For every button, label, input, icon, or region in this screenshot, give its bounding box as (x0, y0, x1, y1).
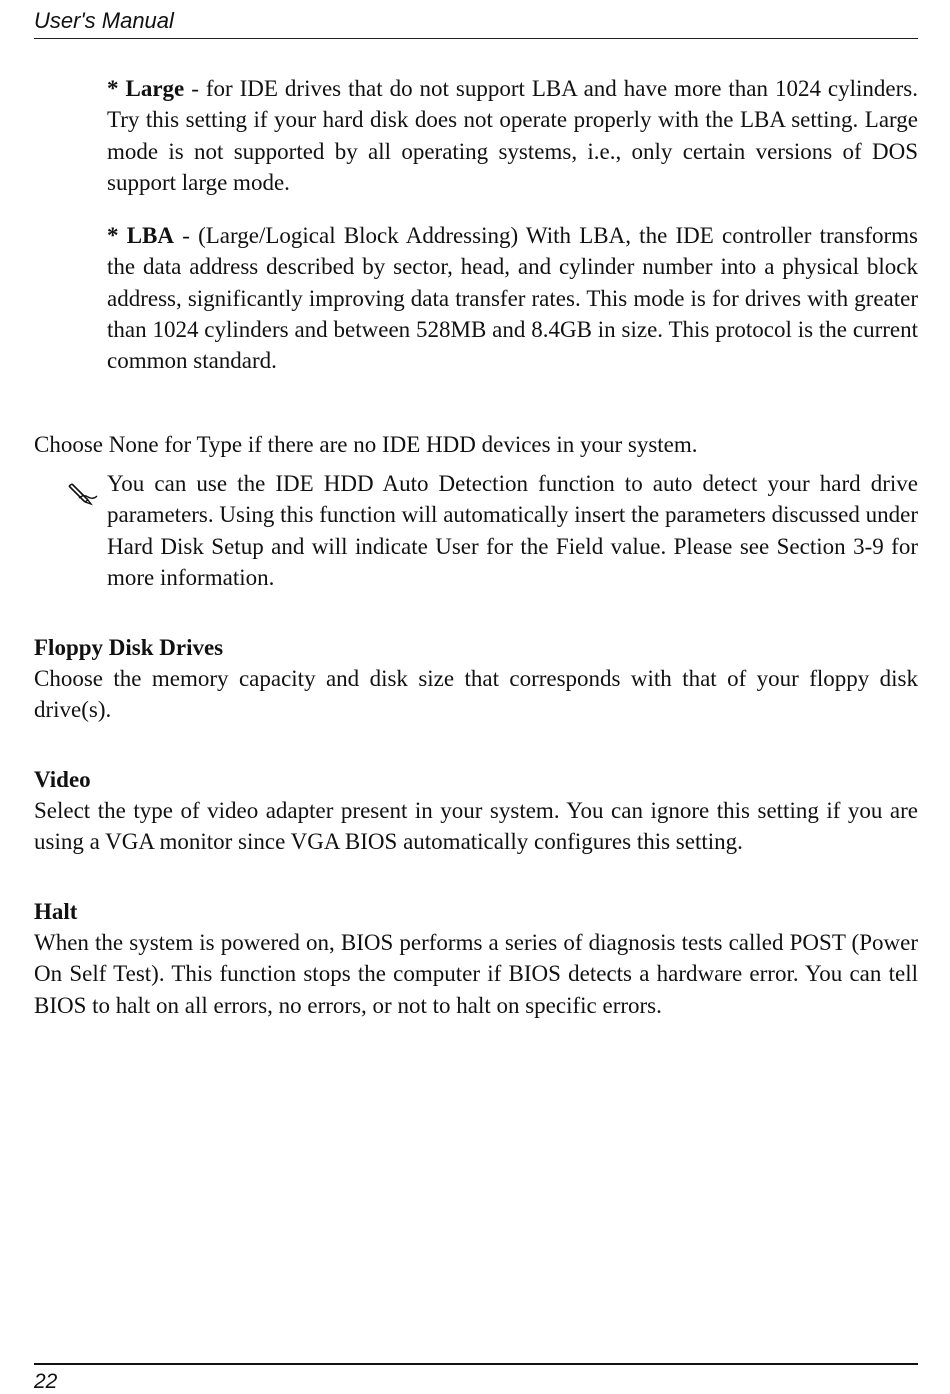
video-heading: Video (34, 767, 91, 792)
type-none-paragraph: Choose None for Type if there are no IDE HDD devices in your system. (34, 432, 698, 457)
large-mode-text: - for IDE drives that do not support LBA and have more than 1024 cylinders. Try this setting if your hard disk does not operate properly with the LBA setting. Large mode is not supported by all operating systems, i.e., only certain versions of DOS support large mode. (107, 76, 918, 195)
footer-rule (34, 1363, 918, 1365)
large-mode-paragraph (107, 73, 918, 198)
page-number: 22 (34, 1370, 58, 1393)
video-paragraph: Select the type of video adapter present in your system. You can ignore this setting if you are using a VGA monitor since VGA BIOS automatically configures this setting. (34, 798, 918, 855)
pencil-note-icon (66, 477, 100, 507)
floppy-heading: Floppy Disk Drives (34, 635, 224, 660)
lba-mode-term: * LBA (107, 223, 175, 248)
halt-paragraph: When the system is powered on, BIOS performs a series of diagnosis tests called POST (Power On Self Test). This function stops the computer if BIOS detects a hardware error. You can tell BIOS to halt on all errors, no errors, or not to halt on specific errors. (34, 930, 918, 1018)
halt-heading: Halt (34, 899, 78, 924)
lba-mode-text: - (Large/Logical Block Addressing) With LBA, the IDE controller transforms the data address described by sector, head, and cylinder number into a physical block address, significantly improving data transfer rates. This mode is for drives with greater than 1024 cylinders and between 528MB and 8.4GB in size. This protocol is the current common standard. (107, 223, 919, 374)
running-head: User's Manual (34, 8, 174, 33)
note-paragraph: You can use the IDE HDD Auto Detection function to auto detect your hard drive parameters. Using this function will automatically insert the parameters discussed under Hard Disk Setup and will indicate User for the Field value. Please see Section 3-9 for more information. (107, 471, 918, 590)
floppy-paragraph: Choose the memory capacity and disk size that corresponds with that of your floppy disk drive(s). (34, 666, 918, 723)
header-rule (34, 38, 918, 39)
large-mode-term: * Large (107, 76, 185, 101)
lba-mode-paragraph (107, 220, 918, 376)
